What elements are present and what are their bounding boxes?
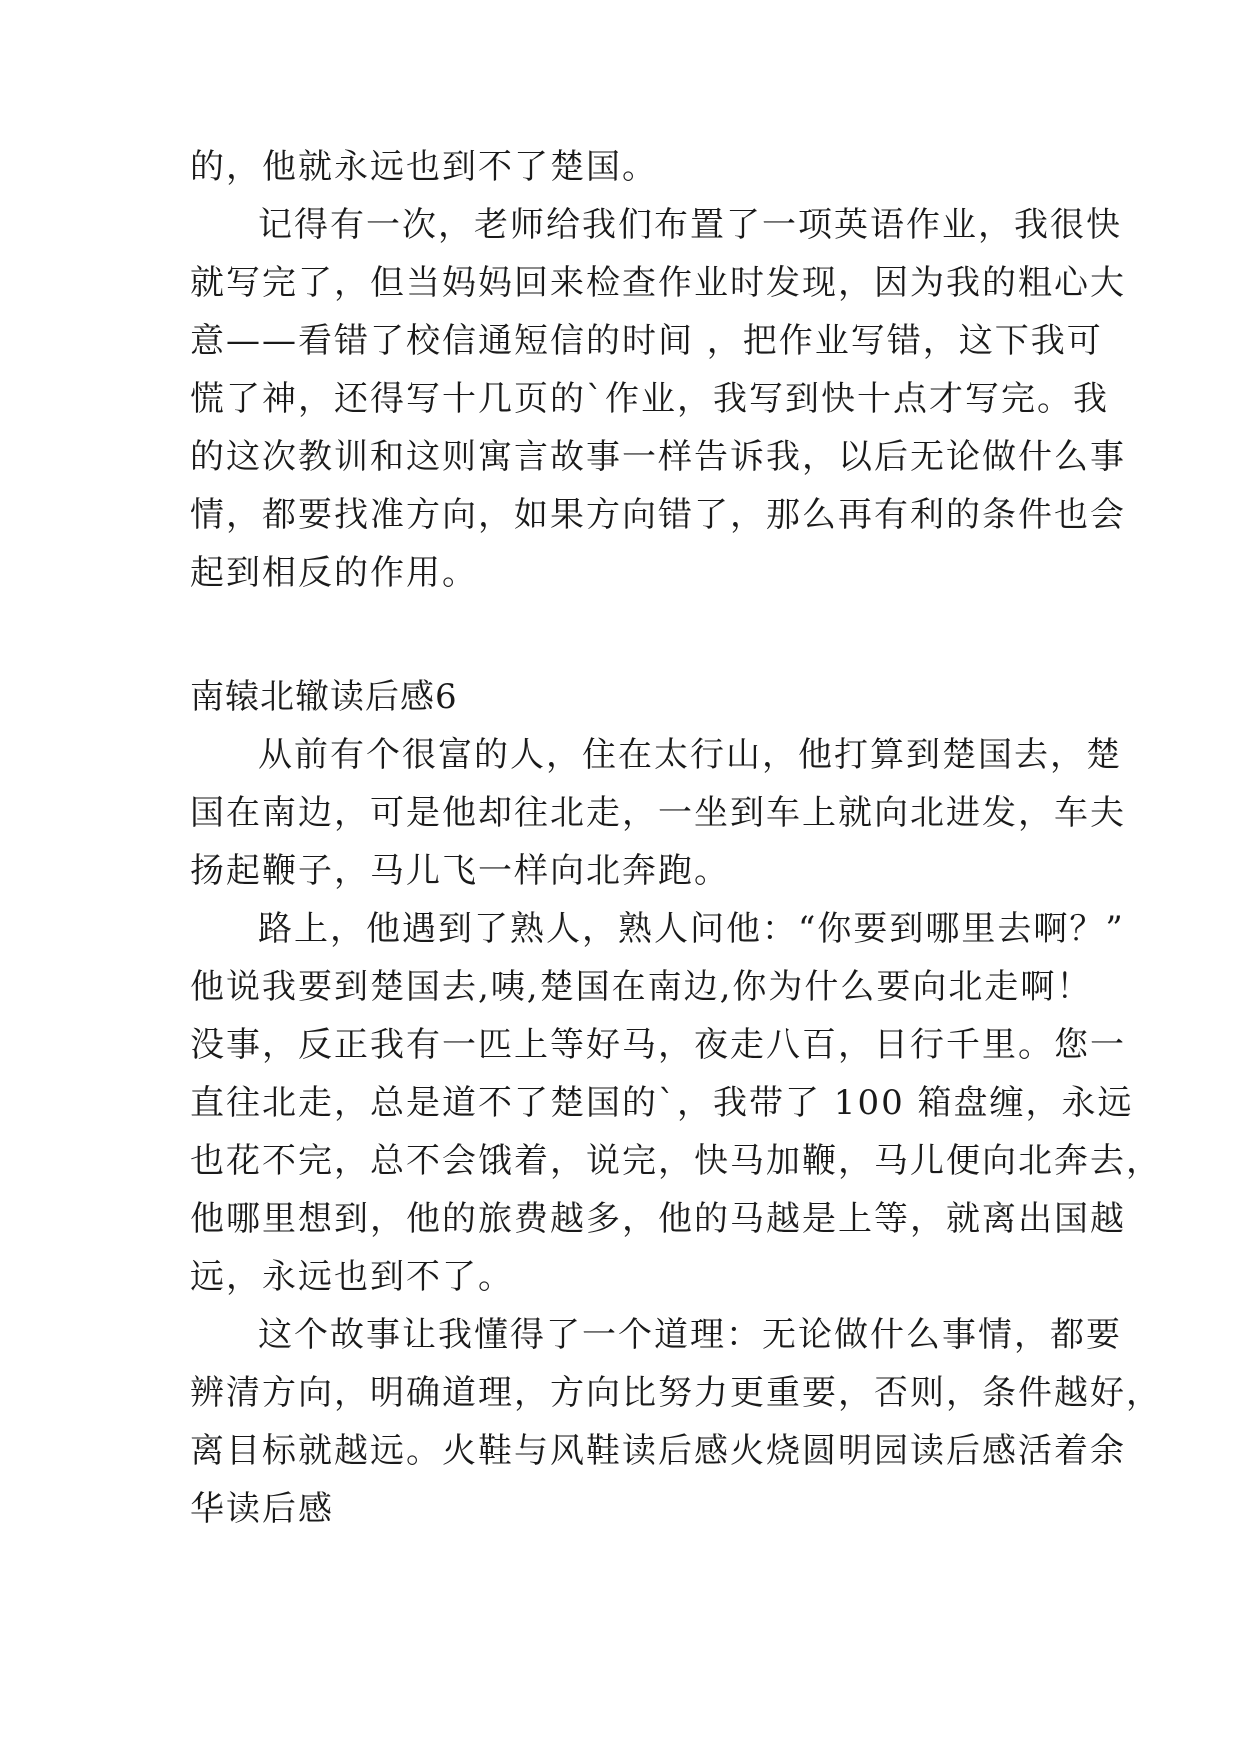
section-2-heading-block xyxy=(190,668,1060,726)
paragraph-line: 也花不完，总不会饿着，说完，快马加鞭，马儿便向北奔去， xyxy=(190,1141,1162,1181)
paragraph-line: 意——看错了校信通短信的时间 ，把作业写错，这下我可 xyxy=(190,321,1103,361)
paragraph-line: 直往北走，总是道不了楚国的`，我带了 100 箱盘缠，永远 xyxy=(190,1083,1134,1123)
paragraph-line: 这个故事让我懂得了一个道理：无论做什么事情，都要 xyxy=(258,1315,1122,1355)
section-heading: 南辕北辙读后感6 xyxy=(190,677,458,717)
paragraph-line: 情，都要找准方向，如果方向错了，那么再有利的条件也会 xyxy=(190,495,1126,535)
paragraph-line: 他哪里想到，他的旅费越多，他的马越是上等，就离出国越 xyxy=(190,1199,1126,1239)
paragraph-line: 他说我要到楚国去,咦,楚国在南边,你为什么要向北走啊！ xyxy=(190,967,1093,1007)
paragraph-line: 起到相反的作用。 xyxy=(190,553,478,593)
paragraph-line: 的这次教训和这则寓言故事一样告诉我，以后无论做什么事 xyxy=(190,437,1126,477)
paragraph-line: 国在南边，可是他却往北走，一坐到车上就向北进发，车夫 xyxy=(190,793,1126,833)
paragraph-line: 就写完了，但当妈妈回来检查作业时发现，因为我的粗心大 xyxy=(190,263,1126,303)
section-1-text xyxy=(190,138,1126,602)
paragraph-line: 没事，反正我有一匹上等好马，夜走八百，日行千里。您一 xyxy=(190,1025,1126,1065)
paragraph-line: 从前有个很富的人，住在太行山，他打算到楚国去，楚 xyxy=(258,735,1122,775)
paragraph-line: 记得有一次，老师给我们布置了一项英语作业，我很快 xyxy=(258,205,1122,245)
paragraph-line: 离目标就越远。火鞋与风鞋读后感火烧圆明园读后感活着余 xyxy=(190,1431,1126,1471)
paragraph-line: 的，他就永远也到不了楚国。 xyxy=(190,147,658,187)
paragraph-line: 远，永远也到不了。 xyxy=(190,1257,514,1297)
paragraph-line: 辨清方向，明确道理，方向比努力更重要，否则，条件越好， xyxy=(190,1373,1162,1413)
paragraph-line: 慌了神，还得写十几页的`作业，我写到快十点才写完。我 xyxy=(190,379,1109,419)
paragraph-line: 路上，他遇到了熟人，熟人问他：“你要到哪里去啊？” xyxy=(258,909,1125,949)
section-2-text xyxy=(190,726,1162,1538)
paragraph-line: 华读后感 xyxy=(190,1489,334,1529)
paragraph-line: 扬起鞭子，马儿飞一样向北奔跑。 xyxy=(190,851,730,891)
